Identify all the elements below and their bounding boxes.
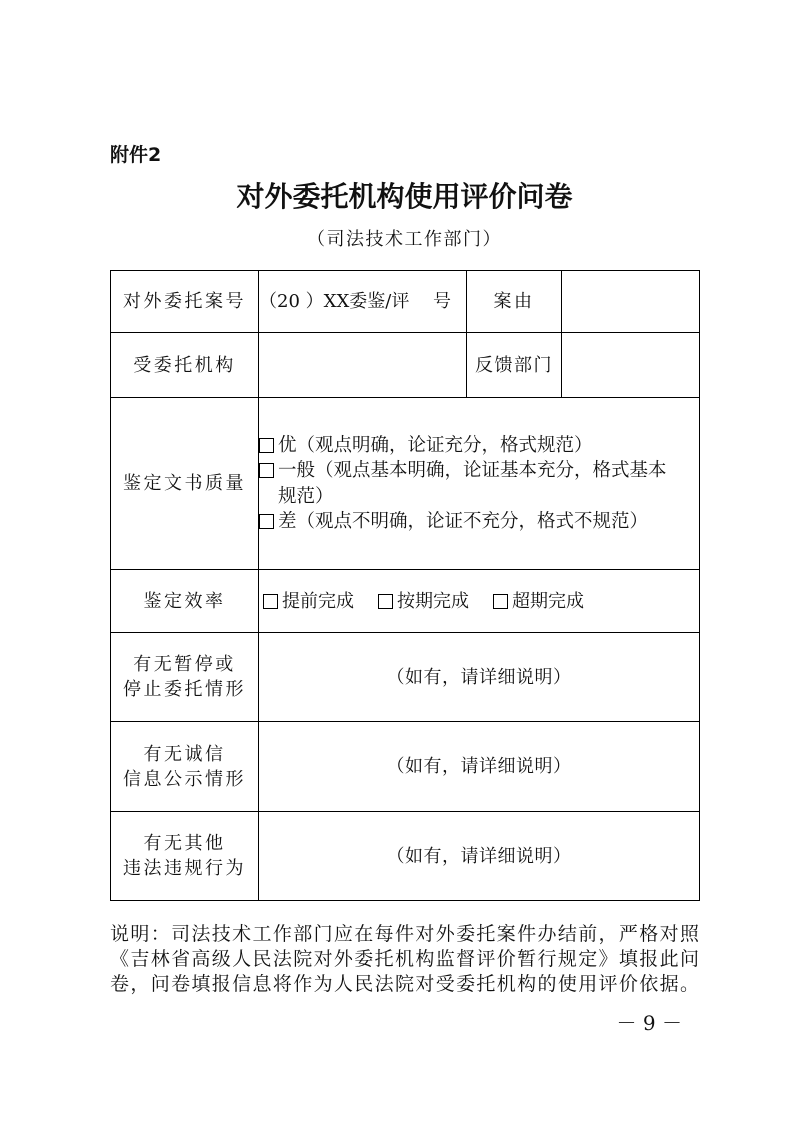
entrusted-org-label: 受委托机构 bbox=[111, 333, 259, 398]
note-line: 《吉林省高级人民法院对外委托机构监督评价暂行规定》填报此问 bbox=[110, 948, 699, 970]
credit-disclosure-label: 有无诚信 信息公示情形 bbox=[111, 722, 259, 812]
suspension-hint: （如有，请详细说明） bbox=[259, 633, 700, 722]
case-number-value: （20 ）XX委鉴/评 号 bbox=[259, 271, 467, 333]
violations-label: 有无其他 违法违规行为 bbox=[111, 812, 259, 901]
quality-option-poor bbox=[259, 509, 699, 535]
suspension-row bbox=[111, 633, 700, 722]
quality-option-text: 优（观点明确，论证充分，格式规范） bbox=[278, 434, 593, 456]
suspension-label: 有无暂停或 停止委托情形 bbox=[111, 633, 259, 722]
case-number-label: 对外委托案号 bbox=[111, 271, 259, 333]
note-line: 卷，问卷填报信息将作为人民法院对受委托机构的使用评价依据。 bbox=[110, 973, 699, 995]
checkbox[interactable] bbox=[259, 514, 274, 529]
violations-row bbox=[111, 812, 700, 901]
evaluation-form-table bbox=[110, 270, 700, 901]
efficiency-options-cell bbox=[259, 570, 700, 633]
efficiency-option-overdue bbox=[493, 589, 584, 614]
case-cause-label: 案由 bbox=[467, 271, 562, 333]
case-cause-value-cell bbox=[562, 271, 700, 333]
checkbox[interactable] bbox=[259, 463, 274, 478]
case-number-row bbox=[111, 271, 700, 333]
quality-options-cell bbox=[259, 398, 700, 570]
quality-row bbox=[111, 398, 700, 570]
attachment-label: 附件2 bbox=[110, 144, 162, 166]
quality-option-text: 差（观点不明确，论证不充分，格式不规范） bbox=[278, 511, 649, 532]
efficiency-option-early bbox=[263, 589, 354, 614]
explanation-note bbox=[110, 922, 699, 997]
checkbox[interactable] bbox=[259, 438, 274, 453]
efficiency-option-text: 提前完成 bbox=[282, 590, 354, 612]
entrusted-org-row bbox=[111, 333, 700, 398]
efficiency-label: 鉴定效率 bbox=[111, 570, 259, 633]
quality-option-excellent bbox=[259, 433, 699, 459]
efficiency-row bbox=[111, 570, 700, 633]
feedback-dept-value-cell bbox=[562, 333, 700, 398]
note-line: 说明：司法技术工作部门应在每件对外委托案件办结前，严格对照 bbox=[110, 923, 699, 945]
checkbox[interactable] bbox=[493, 594, 508, 609]
violations-hint: （如有，请详细说明） bbox=[259, 812, 700, 901]
page-subtitle: （司法技术工作部门） bbox=[307, 229, 502, 250]
checkbox[interactable] bbox=[263, 594, 278, 609]
efficiency-option-text: 超期完成 bbox=[512, 590, 584, 612]
efficiency-option-on-time bbox=[378, 589, 469, 614]
page-number: － 9 － bbox=[616, 1011, 682, 1035]
checkbox[interactable] bbox=[378, 594, 393, 609]
quality-option-text: 一般（观点基本明确，论证基本充分，格式基本 bbox=[278, 460, 667, 481]
efficiency-option-text: 按期完成 bbox=[397, 590, 469, 612]
page-title: 对外委托机构使用评价问卷 bbox=[236, 180, 573, 213]
quality-option-text-continued: 规范） bbox=[278, 485, 334, 507]
entrusted-org-value-cell bbox=[259, 333, 467, 398]
credit-disclosure-hint: （如有，请详细说明） bbox=[259, 722, 700, 812]
credit-disclosure-row bbox=[111, 722, 700, 812]
quality-option-average bbox=[259, 458, 699, 509]
quality-label: 鉴定文书质量 bbox=[111, 398, 259, 570]
feedback-dept-label: 反馈部门 bbox=[467, 333, 562, 398]
